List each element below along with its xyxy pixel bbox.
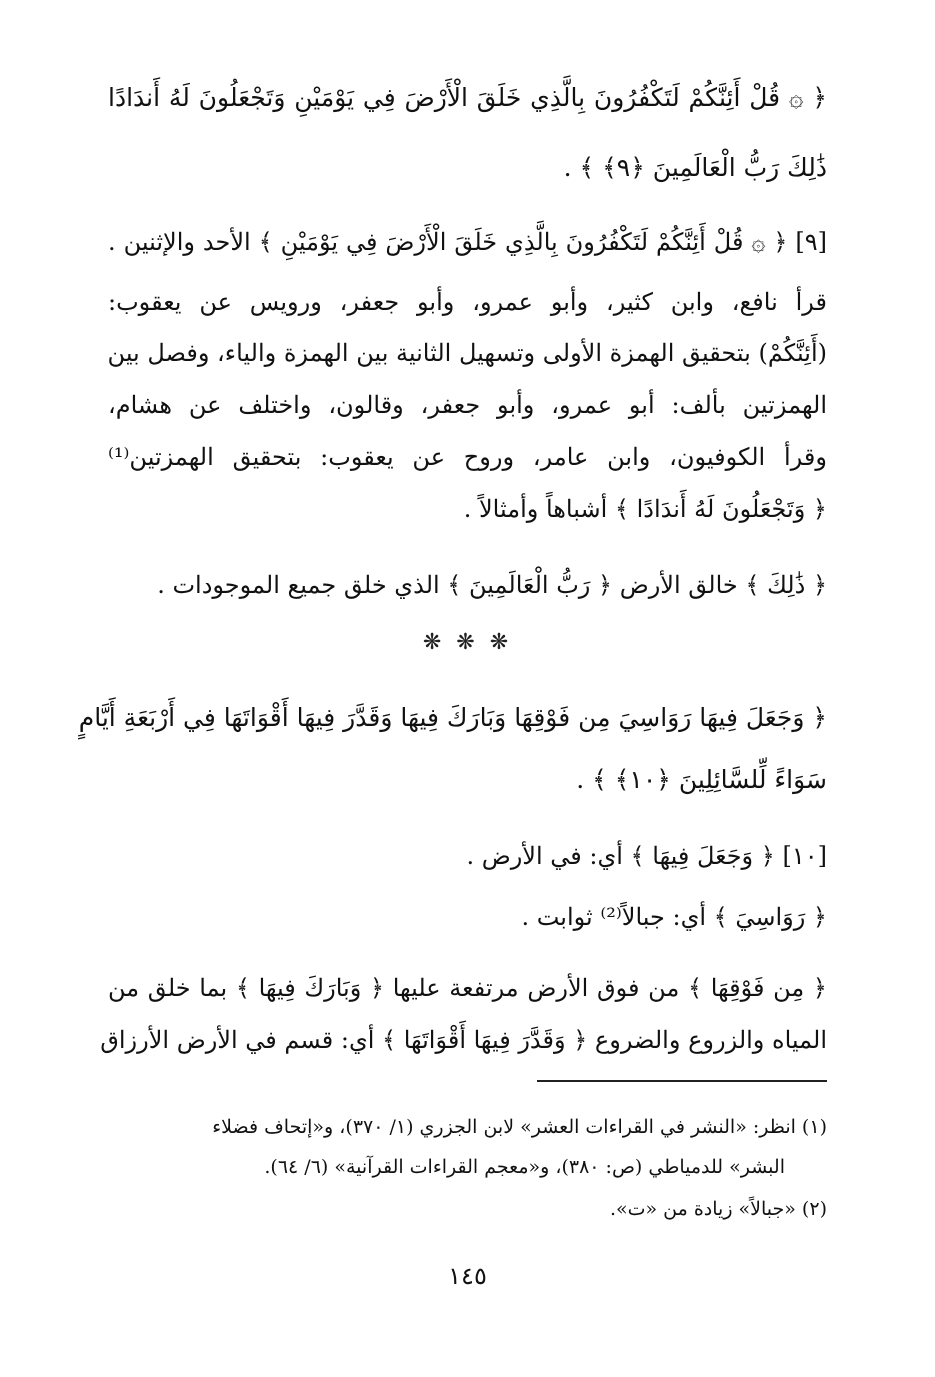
verse-10-line-2: سَوَاءً لِّلسَّائِلِينَ ﴿١٠﴾ ﴾ . (576, 765, 827, 794)
commentary-10-line-2: ﴿ رَوَاسِيَ ﴾ أي: جبالاً⁽²⁾ ثوابت . (521, 903, 827, 931)
commentary-9-line-2: قرأ نافع، وابن كثير، وأبو عمرو، وأبو جعفر، ورويس عن يعقوب: (108, 288, 827, 316)
section-separator: ❋ ❋ ❋ (422, 630, 513, 655)
page-number: ١٤٥ (448, 1262, 487, 1290)
footnote-divider (537, 1080, 827, 1082)
verse-9-line-2: ذَٰلِكَ رَبُّ الْعَالَمِينَ ﴿٩﴾ ﴾ . (563, 153, 827, 182)
commentary-9-line-3: (أَئِنَّكُمْ) بتحقيق الهمزة الأولى وتسهيل الثانية بين الهمزة والياء، وفصل بين (107, 339, 827, 367)
footnote-1-line-1: (١) انظر: «النشر في القراءات العشر» لابن الجزري (١/ ٣٧٠)، و«إتحاف فضلاء (212, 1116, 827, 1138)
verse-10-line-1: ﴿ وَجَعَلَ فِيهَا رَوَاسِيَ مِن فَوْقِهَا وَبَارَكَ فِيهَا وَقَدَّرَ فِيهَا أَقْوَاتَهَا فِي أَرْبَعَةِ أَيَّامٍ (78, 703, 827, 732)
commentary-9-line-6: ﴿ وَتَجْعَلُونَ لَهُ أَندَادًا ﴾ أشباهاً وأمثالاً . (463, 495, 827, 523)
commentary-9-line-4: الهمزتين بألف: أبو عمرو، وأبو جعفر، وقالون، واختلف عن هشام، (108, 391, 827, 419)
commentary-9-line-1: [٩] ﴿ ۞ قُلْ أَئِنَّكُمْ لَتَكْفُرُونَ بِالَّذِي خَلَقَ الْأَرْضَ فِي يَوْمَيْنِ ﴾ الأحد والإثنين . (108, 228, 827, 256)
commentary-9-line-7: ﴿ ذَٰلِكَ ﴾ خالق الأرض ﴿ رَبُّ الْعَالَمِينَ ﴾ الذي خلق جميع الموجودات . (157, 571, 827, 599)
commentary-10-line-3: ﴿ مِن فَوْقِهَا ﴾ من فوق الأرض مرتفعة عليها ﴿ وَبَارَكَ فِيهَا ﴾ بما خلق من (108, 974, 827, 1002)
commentary-9-line-5: وقرأ الكوفيون، وابن عامر، وروح عن يعقوب: بتحقيق الهمزتين⁽¹⁾ (108, 443, 827, 471)
commentary-10-line-4: المياه والزروع والضروع ﴿ وَقَدَّرَ فِيهَا أَقْوَاتَهَا ﴾ أي: قسم في الأرض الأرزاق (100, 1026, 827, 1054)
commentary-10-line-1: [١٠] ﴿ وَجَعَلَ فِيهَا ﴾ أي: في الأرض . (466, 842, 827, 870)
footnote-2: (٢) «جبالاً» زيادة من «ت». (609, 1198, 827, 1220)
verse-9-line-1: ﴿ ۞ قُلْ أَئِنَّكُمْ لَتَكْفُرُونَ بِالَّذِي خَلَقَ الْأَرْضَ فِي يَوْمَيْنِ وَتَجْعَلُونَ لَهُ أَندَادًا (108, 83, 827, 112)
footnote-1-line-2: البشر» للدمياطي (ص: ٣٨٠)، و«معجم القراءات القرآنية» (٦/ ٦٤). (264, 1156, 785, 1178)
